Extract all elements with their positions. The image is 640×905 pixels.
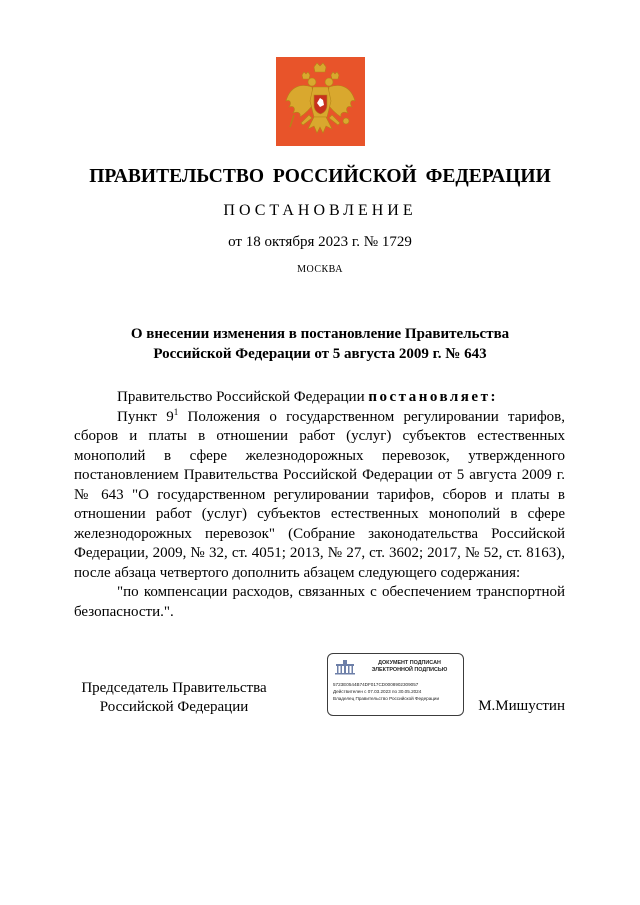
document-city: МОСКВА [297,264,343,275]
signatory-position [76,679,272,717]
position-line-1: Председатель Правительства [81,680,267,696]
coat-of-arms-icon [276,57,365,146]
stamp-owner: Владелец Правительство Российской Федерации [333,696,440,701]
paragraph-quote: "по компенсации расходов, связанных с обеспечением транспортной безопасности.". [74,584,565,620]
document-type: ПОСТАНОВЛЕНИЕ [223,202,417,219]
intro-text: Правительство Российской Федерации [117,389,369,405]
document-date-number: от 18 октября 2023 г. № 1729 [228,234,412,250]
paragraph-superscript: 1 [173,406,179,417]
stamp-certificate: 5723E0544B74DF017CD0008902309057 [333,682,419,687]
document-subject [60,324,580,364]
government-title: ПРАВИТЕЛЬСТВО РОССИЙСКОЙ ФЕДЕРАЦИИ [89,166,551,187]
government-building-icon [334,659,356,675]
electronic-signature-stamp [327,653,464,716]
paragraph-main [74,408,565,584]
paragraph-main-rest: Положения о государственном регулировании тарифов, сборов и платы в отношении работ (услуг) субъектов естественных монополий в сфере железнодорожных перевозок, утвержденного постановлением Правительства Российской Федерации от 5 августа 2009 г. № 643 "О государственном регулировании тарифов, сборов и платы в отношении работ (услуг) субъектов естественных монополий в сфере железнодорожных перевозок" (Собрание законодательства Российской Федерации, 2009, № 32, ст. 4051; 2013, № 27, ст. 3602; 2017, № 52, ст. 8163), после абзаца четвертого дополнить абзацем следующего содержания: [74,408,565,581]
stamp-heading-line-1: ДОКУМЕНТ ПОДПИСАН [378,660,441,666]
subject-line-2: Российской Федерации от 5 августа 2009 г. № 643 [153,346,487,362]
subject-line-1: О внесении изменения в постановление Правительства [130,326,510,342]
resolves-word: постановляет: [368,389,498,405]
stamp-heading [358,660,461,674]
paragraph-intro [74,388,565,408]
signatory-name: М.Мишустин [478,698,565,714]
position-line-2: Российской Федерации [99,699,249,715]
stamp-validity: Действителен с 07.03.2023 по 30.05.2024 [333,689,422,694]
document-body [74,388,565,622]
stamp-heading-line-2: ЭЛЕКТРОННОЙ ПОДПИСЬЮ [371,667,448,673]
paragraph-main-start: Пункт 9 [117,408,174,425]
